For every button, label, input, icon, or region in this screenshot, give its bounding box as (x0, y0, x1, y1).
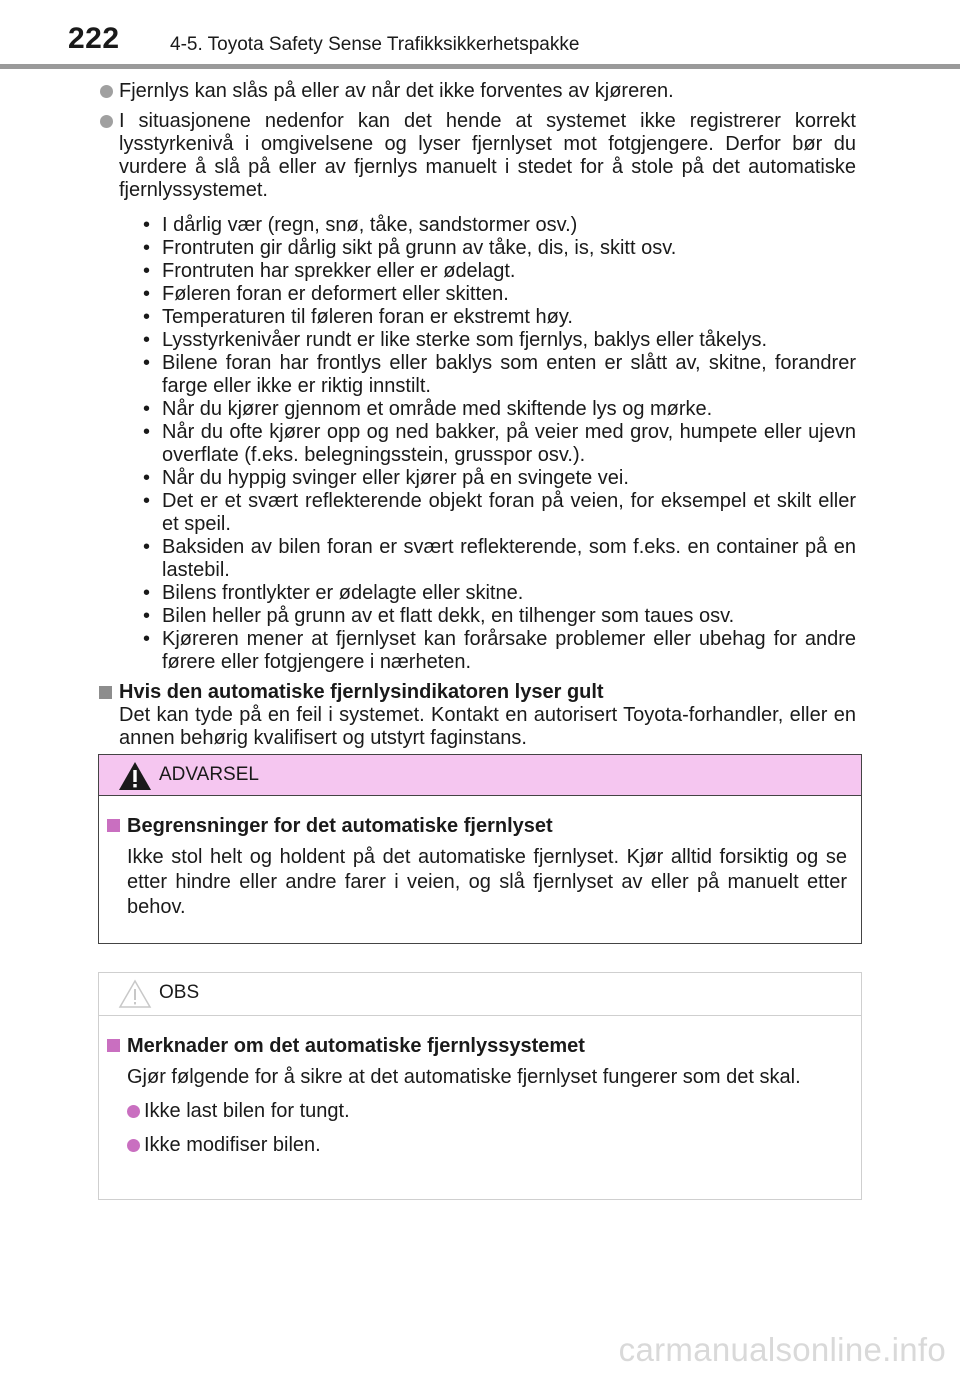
bullet-item (98, 110, 856, 674)
warning-header (99, 755, 861, 796)
notice-body (99, 1016, 861, 1158)
bullet-dot-icon: • (143, 306, 151, 328)
list-item: • Frontruten gir dårlig sikt på grunn av tåke, dis, is, skitt osv. (143, 237, 677, 259)
list-item: • Når du kjører gjennom et område med skiftende lys og mørke. (143, 398, 713, 420)
bullet-dot-icon: • (143, 237, 151, 259)
warning-label: ADVARSEL (159, 764, 259, 785)
bullet-dot-icon: • (143, 605, 151, 627)
conditions-list (140, 214, 856, 674)
page-header (0, 0, 960, 68)
list-item: • I dårlig vær (regn, snø, tåke, sandstormer osv.) (143, 214, 578, 236)
bullet-dot-icon: • (143, 260, 151, 282)
header-rule (0, 64, 960, 69)
list-item: • Kjøreren mener at fjernlyset kan forårsake problemer eller ubehag for andre førere eller fotgjengere i nærheten. (143, 628, 856, 673)
warning-text: Ikke stol helt og holdent på det automatiske fjernlyset. Kjør alltid forsiktig og se etter hindre eller andre farer i veien, og slå fjernlyset av eller på manuelt etter behov. (127, 846, 847, 918)
bullet-text: I situasjonene nedenfor kan det hende at systemet ikke registrerer korrekt lysstyrkenivå i omgivelsene og lyser fjernlyset mot fotgjengere. Derfor bør du vurdere å slå på eller av fjernlys manuelt i stedet for å stole på det automatiske fjernlyssystemet. (119, 110, 856, 201)
square-bullet-icon (107, 819, 120, 832)
list-item: • Lysstyrkenivåer rundt er like sterke som fjernlys, baklys eller tåkelys. (143, 329, 768, 351)
list-item: • Frontruten har sprekker eller er ødelagt. (143, 260, 516, 282)
list-item: • Når du ofte kjører opp og ned bakker, på veier med grov, humpete eller ujevn overflate (f.eks. belegningsstein, grusspor osv.). (143, 421, 856, 466)
indicator-text: Det kan tyde på en feil i systemet. Kontakt en autorisert Toyota-forhandler, eller en annen behørig kvalifisert og utstyrt faginstans. (119, 704, 856, 749)
bullet-item (98, 80, 856, 103)
notice-item: Ikke last bilen for tungt. (107, 1099, 847, 1124)
list-item: • Det er et svært reflekterende objekt foran på veien, for eksempel et skilt eller et speil. (143, 490, 856, 535)
list-item: • Baksiden av bilen foran er svært reflekterende, som f.eks. en container på en lastebil. (143, 536, 856, 581)
list-item: • Bilen heller på grunn av et flatt dekk, en tilhenger som taues osv. (143, 605, 735, 627)
bullet-dot-icon: • (143, 352, 151, 374)
bullet-dot-icon: • (143, 421, 151, 443)
page-number: 222 (68, 22, 120, 55)
watermark: carmanualsonline.info (618, 1331, 946, 1368)
bullet-circle-icon (127, 1105, 140, 1118)
bullet-dot-icon: • (143, 283, 151, 305)
notice-box (98, 972, 862, 1200)
list-item: • Temperaturen til føleren foran er ekstremt høy. (143, 306, 573, 328)
bullet-circle-icon (100, 115, 113, 128)
warning-heading: Begrensninger for det automatiske fjernlyset (107, 814, 847, 839)
notice-header (99, 973, 861, 1016)
warning-box (98, 754, 862, 944)
bullet-dot-icon: • (143, 467, 151, 489)
list-item: • Når du hyppig svinger eller kjører på en svingete vei. (143, 467, 629, 489)
notice-heading: Merknader om det automatiske fjernlyssystemet (107, 1034, 847, 1059)
notice-text: Gjør følgende for å sikre at det automatiske fjernlyset fungerer som det skal. (127, 1066, 801, 1088)
bullet-dot-icon: • (143, 628, 151, 650)
list-item: • Føleren foran er deformert eller skitten. (143, 283, 509, 305)
square-bullet-icon (107, 1039, 120, 1052)
warning-triangle-icon (117, 760, 153, 792)
bullet-dot-icon: • (143, 490, 151, 512)
list-item: • Bilens frontlykter er ødelagte eller skitne. (143, 582, 524, 604)
indicator-heading: Hvis den automatiske fjernlysindikatoren lyser gult (98, 681, 856, 704)
bullet-circle-icon (127, 1139, 140, 1152)
main-content (98, 80, 856, 750)
section-title: 4-5. Toyota Safety Sense Trafikksikkerhetspakke (170, 34, 580, 55)
warning-body (99, 796, 861, 920)
square-bullet-icon (99, 686, 112, 699)
caution-triangle-icon (117, 978, 153, 1010)
bullet-text: Fjernlys kan slås på eller av når det ikke forventes av kjøreren. (119, 80, 674, 102)
bullet-dot-icon: • (143, 398, 151, 420)
notice-label: OBS (159, 982, 200, 1003)
bullet-dot-icon: • (143, 536, 151, 558)
bullet-dot-icon: • (143, 582, 151, 604)
bullet-circle-icon (100, 85, 113, 98)
bullet-dot-icon: • (143, 329, 151, 351)
notice-item: Ikke modifiser bilen. (107, 1133, 847, 1158)
list-item: • Bilene foran har frontlys eller baklys som enten er slått av, skitne, forandrer farge eller ikke er riktig innstilt. (143, 352, 856, 397)
bullet-dot-icon: • (143, 214, 151, 236)
